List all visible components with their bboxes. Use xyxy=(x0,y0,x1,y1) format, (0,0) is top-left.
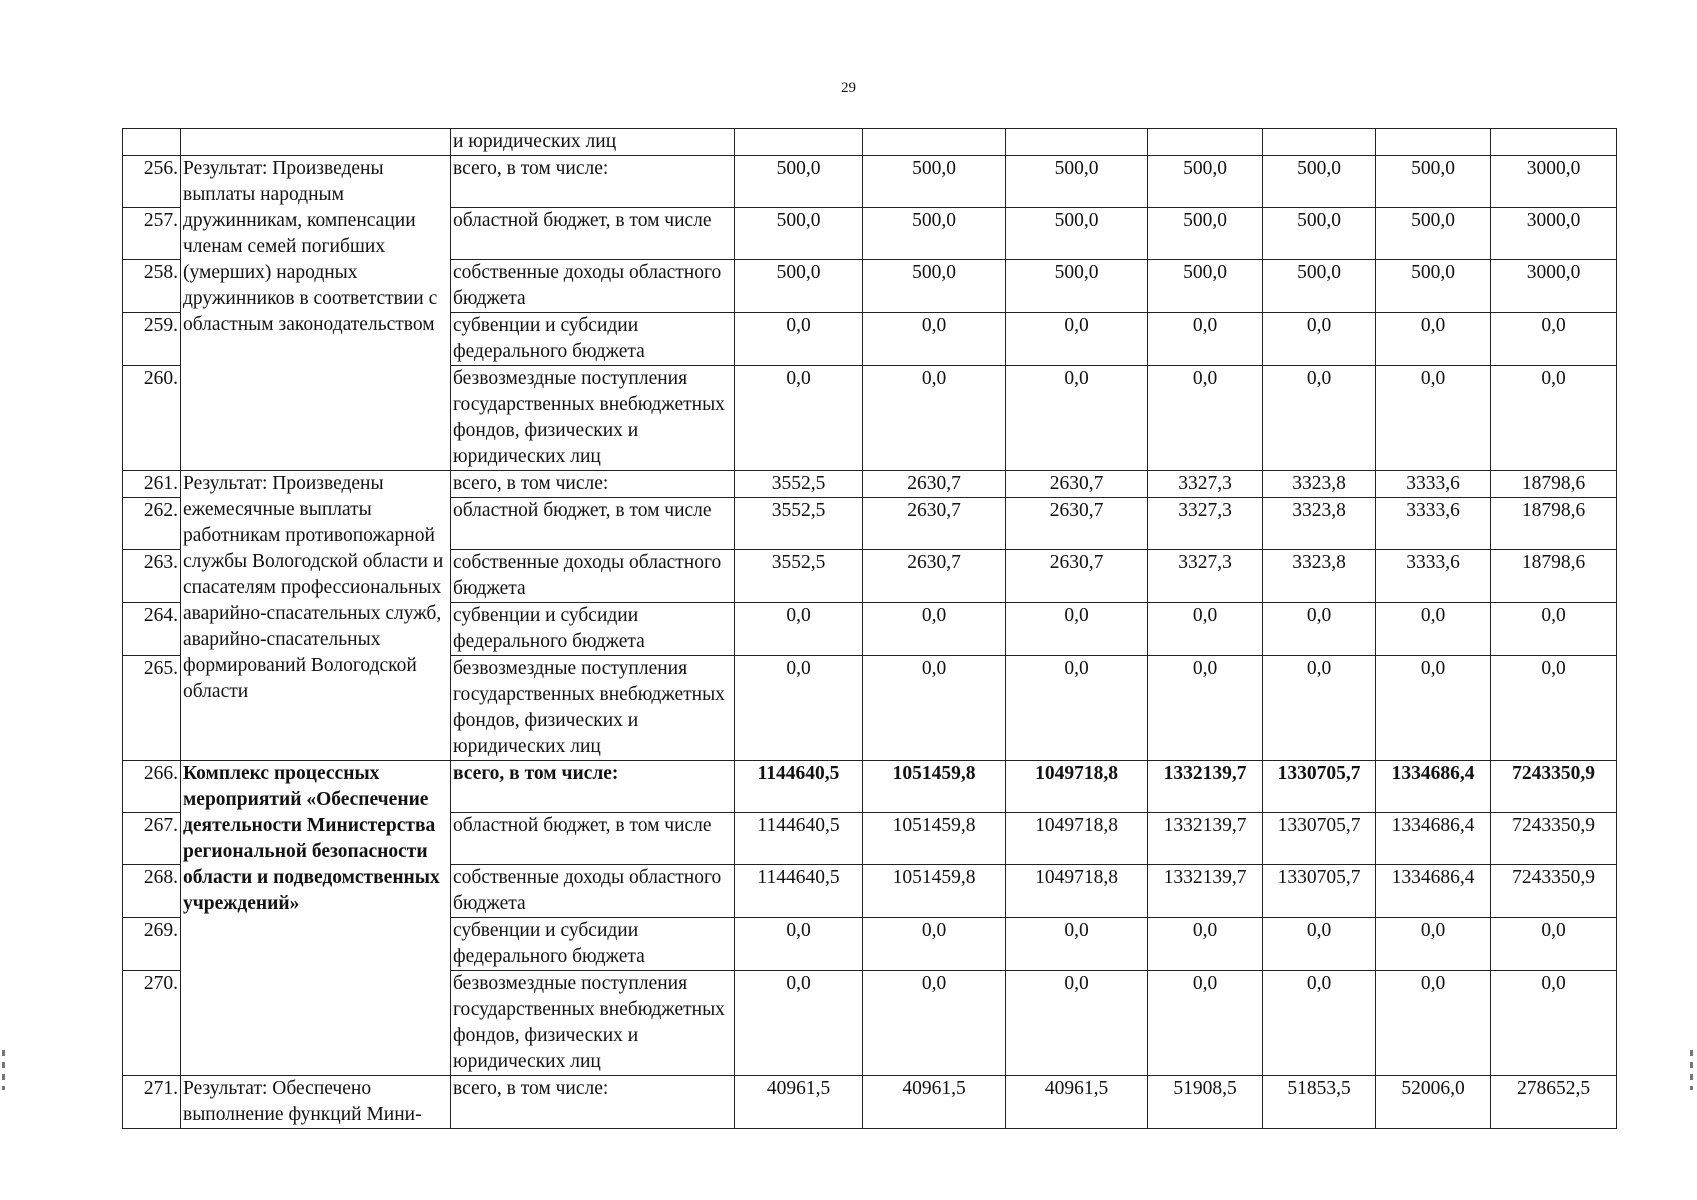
row-number: 256. xyxy=(123,156,181,208)
year-value-cell: 3327,3 xyxy=(1148,471,1263,498)
year-value-cell: 0,0 xyxy=(1006,971,1148,1076)
year-value-cell: 0,0 xyxy=(1376,603,1491,656)
year-value-cell: 0,0 xyxy=(1263,971,1376,1076)
year-value-cell: 0,0 xyxy=(1148,603,1263,656)
year-value-cell: 2630,7 xyxy=(863,471,1006,498)
total-value-cell: 18798,6 xyxy=(1491,498,1617,550)
year-value-cell: 3333,6 xyxy=(1376,498,1491,550)
total-value-cell: 18798,6 xyxy=(1491,471,1617,498)
year-value-cell: 40961,5 xyxy=(1006,1076,1148,1129)
year-value-cell: 0,0 xyxy=(735,603,863,656)
year-value-cell: 2630,7 xyxy=(1006,471,1148,498)
year-value-cell: 1330705,7 xyxy=(1263,865,1376,918)
row-number: 257. xyxy=(123,208,181,260)
total-value-cell: 0,0 xyxy=(1491,603,1617,656)
year-value-cell: 3323,8 xyxy=(1263,498,1376,550)
year-value-cell: 0,0 xyxy=(1148,313,1263,366)
year-value-cell: 500,0 xyxy=(1263,260,1376,313)
year-value-cell: 51908,5 xyxy=(1148,1076,1263,1129)
year-value-cell: 0,0 xyxy=(1148,971,1263,1076)
year-value-cell: 1334686,4 xyxy=(1376,865,1491,918)
year-value-cell: 3552,5 xyxy=(735,498,863,550)
total-value-cell: 278652,5 xyxy=(1491,1076,1617,1129)
year-value-cell: 0,0 xyxy=(1263,366,1376,471)
year-value-cell: 0,0 xyxy=(1376,366,1491,471)
year-value-cell: 1332139,7 xyxy=(1148,865,1263,918)
budget-table xyxy=(122,128,1617,1129)
total-value-cell: 18798,6 xyxy=(1491,550,1617,603)
year-value-cell: 500,0 xyxy=(863,260,1006,313)
year-value-cell: 500,0 xyxy=(1006,260,1148,313)
year-value-cell: 0,0 xyxy=(863,918,1006,971)
year-value-cell: 500,0 xyxy=(1006,156,1148,208)
row-number: 270. xyxy=(123,971,181,1076)
table-row xyxy=(123,129,1617,156)
year-value-cell: 0,0 xyxy=(863,656,1006,761)
year-value-cell: 500,0 xyxy=(863,156,1006,208)
year-value-cell: 2630,7 xyxy=(863,550,1006,603)
year-value-cell: 0,0 xyxy=(1376,971,1491,1076)
year-value-cell: 500,0 xyxy=(735,208,863,260)
year-value-cell: 0,0 xyxy=(1148,918,1263,971)
year-value-cell: 2630,7 xyxy=(863,498,1006,550)
year-value-cell: 1049718,8 xyxy=(1006,813,1148,865)
year-value-cell: 1049718,8 xyxy=(1006,761,1148,813)
funding-source: субвенции и субсидии федерального бюджета xyxy=(451,918,735,971)
year-value-cell: 3552,5 xyxy=(735,471,863,498)
funding-source: областной бюджет, в том числе xyxy=(451,498,735,550)
year-value-cell: 0,0 xyxy=(1148,656,1263,761)
row-number: 260. xyxy=(123,366,181,471)
year-value-cell: 1332139,7 xyxy=(1148,761,1263,813)
year-value-cell: 3323,8 xyxy=(1263,471,1376,498)
funding-source: всего, в том числе: xyxy=(451,761,735,813)
year-value-cell: 1332139,7 xyxy=(1148,813,1263,865)
funding-source: областной бюджет, в том числе xyxy=(451,208,735,260)
year-value-cell: 3552,5 xyxy=(735,550,863,603)
year-value-cell: 3333,6 xyxy=(1376,550,1491,603)
row-number: 261. xyxy=(123,471,181,498)
year-value-cell: 500,0 xyxy=(1263,208,1376,260)
row-number: 266. xyxy=(123,761,181,813)
funding-source: безвозмездные поступления государственных внебюджетных фондов, физических и юридических лиц xyxy=(451,366,735,471)
description-cell: Комплекс процессных мероприятий «Обеспечение деятельности Министерства региональной безопасности области и подведомственных учреждений» xyxy=(181,761,451,1076)
year-value-cell: 0,0 xyxy=(863,603,1006,656)
funding-source: всего, в том числе: xyxy=(451,1076,735,1129)
total-value-cell: 0,0 xyxy=(1491,918,1617,971)
total-value-cell: 7243350,9 xyxy=(1491,813,1617,865)
table-row xyxy=(123,156,1617,208)
total-value-cell: 0,0 xyxy=(1491,656,1617,761)
year-value-cell: 0,0 xyxy=(1376,656,1491,761)
total-value-cell: 3000,0 xyxy=(1491,208,1617,260)
description-cell: Результат: Произведены выплаты народным дружинникам, компенсации членам семей погибших (умерших) народных дружинников в соответствии с областным законодательством xyxy=(181,156,451,471)
table-body xyxy=(123,129,1617,1129)
year-value-cell: 1330705,7 xyxy=(1263,813,1376,865)
year-value-cell: 500,0 xyxy=(1376,208,1491,260)
year-value-cell: 500,0 xyxy=(1376,156,1491,208)
year-value-cell xyxy=(1006,129,1148,156)
year-value-cell: 500,0 xyxy=(1148,156,1263,208)
total-value-cell xyxy=(1491,129,1617,156)
row-number: 262. xyxy=(123,498,181,550)
table-row xyxy=(123,1076,1617,1129)
row-number: 259. xyxy=(123,313,181,366)
year-value-cell: 500,0 xyxy=(1376,260,1491,313)
year-value-cell: 1051459,8 xyxy=(863,813,1006,865)
row-number: 267. xyxy=(123,813,181,865)
row-number xyxy=(123,129,181,156)
year-value-cell: 2630,7 xyxy=(1006,550,1148,603)
total-value-cell: 3000,0 xyxy=(1491,156,1617,208)
funding-source: собственные доходы областного бюджета xyxy=(451,260,735,313)
year-value-cell: 0,0 xyxy=(1263,656,1376,761)
year-value-cell: 0,0 xyxy=(1006,366,1148,471)
total-value-cell: 7243350,9 xyxy=(1491,865,1617,918)
scan-edge-right xyxy=(1690,1050,1693,1090)
funding-source: областной бюджет, в том числе xyxy=(451,813,735,865)
description-cell: Результат: Произведены ежемесячные выплаты работникам противопожарной службы Вологодской области и спасателям профессиональных аварийно-спасательных служб, аварийно-спасательных формирований Вологодской области xyxy=(181,471,451,761)
funding-source: безвозмездные поступления государственных внебюджетных фондов, физических и юридических лиц xyxy=(451,656,735,761)
year-value-cell xyxy=(735,129,863,156)
table-row xyxy=(123,471,1617,498)
funding-source: и юридических лиц xyxy=(451,129,735,156)
row-number: 263. xyxy=(123,550,181,603)
year-value-cell: 0,0 xyxy=(735,313,863,366)
year-value-cell: 0,0 xyxy=(1006,313,1148,366)
year-value-cell: 0,0 xyxy=(735,366,863,471)
total-value-cell: 0,0 xyxy=(1491,971,1617,1076)
year-value-cell: 0,0 xyxy=(863,971,1006,1076)
table-row xyxy=(123,761,1617,813)
row-number: 271. xyxy=(123,1076,181,1129)
row-number: 265. xyxy=(123,656,181,761)
year-value-cell: 500,0 xyxy=(735,260,863,313)
year-value-cell: 0,0 xyxy=(735,918,863,971)
year-value-cell: 0,0 xyxy=(863,366,1006,471)
funding-source: собственные доходы областного бюджета xyxy=(451,865,735,918)
year-value-cell: 1144640,5 xyxy=(735,865,863,918)
funding-source: субвенции и субсидии федерального бюджета xyxy=(451,313,735,366)
total-value-cell: 7243350,9 xyxy=(1491,761,1617,813)
year-value-cell: 500,0 xyxy=(1148,260,1263,313)
year-value-cell: 0,0 xyxy=(1263,603,1376,656)
year-value-cell: 1334686,4 xyxy=(1376,761,1491,813)
year-value-cell xyxy=(1376,129,1491,156)
year-value-cell: 0,0 xyxy=(1006,603,1148,656)
year-value-cell: 1051459,8 xyxy=(863,865,1006,918)
year-value-cell: 3323,8 xyxy=(1263,550,1376,603)
description-cell xyxy=(181,129,451,156)
year-value-cell: 500,0 xyxy=(1263,156,1376,208)
year-value-cell: 2630,7 xyxy=(1006,498,1148,550)
total-value-cell: 3000,0 xyxy=(1491,260,1617,313)
year-value-cell: 0,0 xyxy=(1263,918,1376,971)
funding-source: собственные доходы областного бюджета xyxy=(451,550,735,603)
year-value-cell: 1144640,5 xyxy=(735,761,863,813)
year-value-cell xyxy=(863,129,1006,156)
year-value-cell: 0,0 xyxy=(1148,366,1263,471)
year-value-cell: 52006,0 xyxy=(1376,1076,1491,1129)
year-value-cell: 0,0 xyxy=(1006,656,1148,761)
year-value-cell: 500,0 xyxy=(1148,208,1263,260)
year-value-cell: 0,0 xyxy=(1376,918,1491,971)
year-value-cell: 0,0 xyxy=(735,971,863,1076)
year-value-cell: 3333,6 xyxy=(1376,471,1491,498)
year-value-cell xyxy=(1148,129,1263,156)
year-value-cell: 0,0 xyxy=(1006,918,1148,971)
row-number: 269. xyxy=(123,918,181,971)
year-value-cell: 1051459,8 xyxy=(863,761,1006,813)
scan-edge-left xyxy=(2,1050,5,1090)
year-value-cell: 0,0 xyxy=(863,313,1006,366)
year-value-cell: 0,0 xyxy=(1263,313,1376,366)
year-value-cell: 500,0 xyxy=(863,208,1006,260)
total-value-cell: 0,0 xyxy=(1491,313,1617,366)
year-value-cell: 1330705,7 xyxy=(1263,761,1376,813)
page-number: 29 xyxy=(841,80,856,96)
funding-source: субвенции и субсидии федерального бюджета xyxy=(451,603,735,656)
year-value-cell: 500,0 xyxy=(735,156,863,208)
year-value-cell: 40961,5 xyxy=(735,1076,863,1129)
year-value-cell: 1049718,8 xyxy=(1006,865,1148,918)
description-cell: Результат: Обеспечено выполнение функций Мини- xyxy=(181,1076,451,1129)
year-value-cell xyxy=(1263,129,1376,156)
year-value-cell: 0,0 xyxy=(1376,313,1491,366)
year-value-cell: 3327,3 xyxy=(1148,550,1263,603)
year-value-cell: 40961,5 xyxy=(863,1076,1006,1129)
row-number: 268. xyxy=(123,865,181,918)
funding-source: безвозмездные поступления государственных внебюджетных фондов, физических и юридических лиц xyxy=(451,971,735,1076)
funding-source: всего, в том числе: xyxy=(451,156,735,208)
funding-source: всего, в том числе: xyxy=(451,471,735,498)
year-value-cell: 0,0 xyxy=(735,656,863,761)
year-value-cell: 1144640,5 xyxy=(735,813,863,865)
row-number: 258. xyxy=(123,260,181,313)
total-value-cell: 0,0 xyxy=(1491,366,1617,471)
year-value-cell: 1334686,4 xyxy=(1376,813,1491,865)
year-value-cell: 500,0 xyxy=(1006,208,1148,260)
year-value-cell: 3327,3 xyxy=(1148,498,1263,550)
year-value-cell: 51853,5 xyxy=(1263,1076,1376,1129)
row-number: 264. xyxy=(123,603,181,656)
